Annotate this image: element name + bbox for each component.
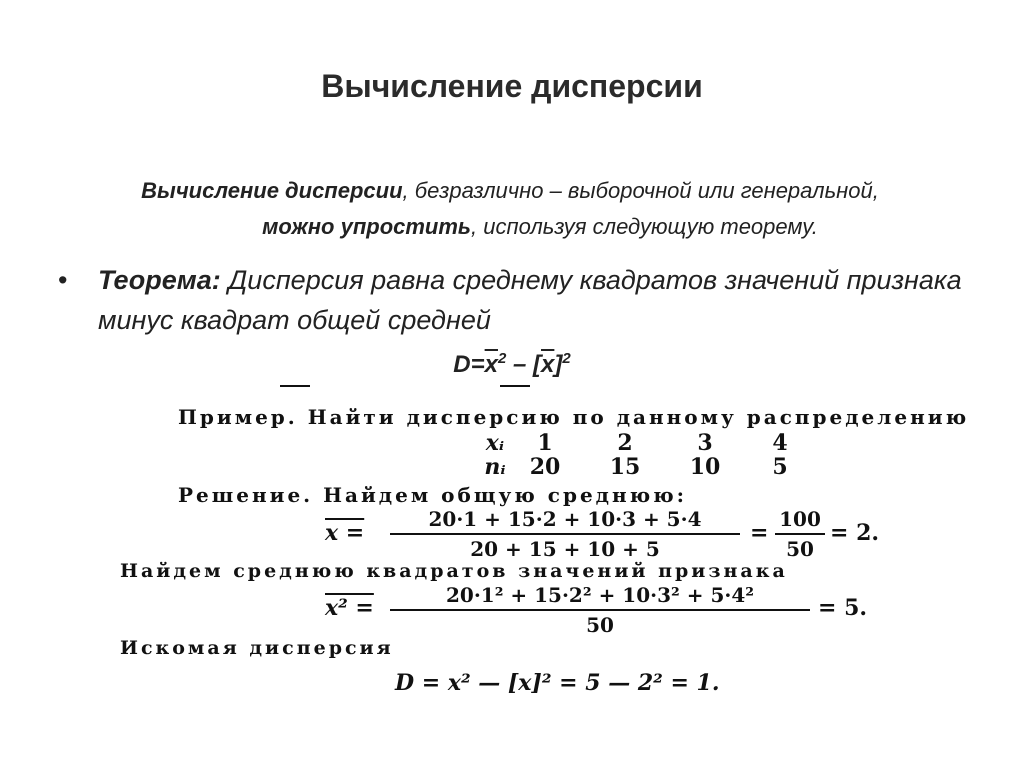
scan-dash-2 [500,385,530,387]
example-heading: Пример. Найти дисперсию по данному распределению [178,405,970,429]
intro-rest-1: , безразлично – выборочной или генеральной, [402,178,879,203]
x-value: 1 [537,430,553,456]
theorem-statement: Дисперсия равна среднему квадратов значений признака минус квадрат общей средней [98,265,962,335]
squares-heading: Найдем среднюю квадратов значений признака [120,560,788,582]
bullet-icon: • [58,265,68,295]
mean-numerator: 20·1 + 15·2 + 10·3 + 5·4 [428,507,702,531]
x-value: 2 [617,430,633,456]
mean-lhs [325,520,364,546]
mean-result: = 2. [830,520,880,546]
intro-bold-2: можно упростить [262,214,471,239]
squares-denominator: 50 [586,613,614,637]
n-value: 15 [609,454,641,480]
squares-fraction-bar [390,609,810,611]
formula-middle: – [ [506,351,542,378]
intro-line-1 [60,178,960,204]
variance-heading: Искомая дисперсия [120,637,394,659]
mean-fraction-2 [775,507,825,561]
squares-fraction [390,583,810,637]
distribution-table [100,430,960,480]
x-value: 4 [772,430,788,456]
formula-d: D= [453,351,485,378]
squares-result: = 5. [818,595,868,621]
n-value: 10 [689,454,721,480]
n-value: 5 [772,454,788,480]
squares-lhs [325,595,374,621]
x-label: xᵢ [485,430,505,456]
intro-bold-1: Вычисление дисперсии [141,178,403,203]
intro-line-2 [60,214,960,240]
formula-x-mean-sq: $\overline{x}$ [484,351,498,378]
theorem-bullet-item [58,260,988,340]
mean-equals: = [750,520,769,546]
x-value: 3 [697,430,713,456]
intro-rest-2: , используя следующую теорему. [471,214,818,239]
mean-fraction-bar [390,533,740,535]
scanned-example [100,385,970,705]
mean-lhs-text: x = [325,520,365,546]
solution-heading: Решение. Найдем общую среднюю: [178,483,688,507]
mean-numerator-2: 100 [779,507,821,531]
slide-title: Вычисление дисперсии [321,68,703,104]
n-value: 20 [529,454,561,480]
formula-x-mean: $\overline{x}$ [541,351,555,378]
formula-close: ] [554,351,563,378]
mean-fraction-bar-2 [775,533,825,535]
formula-sup-2: 2 [562,350,571,367]
theorem-text [98,260,988,340]
variance-formula: D = x² — [x]² = 5 — 2² = 1. [395,670,720,696]
intro-text [60,178,960,240]
squares-lhs-text: x² = [325,595,374,621]
n-label: nᵢ [484,454,506,480]
mean-denominator-2: 50 [786,537,814,561]
mean-denominator: 20 + 15 + 10 + 5 [470,537,660,561]
squares-numerator: 20·1² + 15·2² + 10·3² + 5·4² [445,583,755,607]
mean-fraction [390,507,740,561]
formula-sup-1: 2 [497,350,507,367]
scan-dash-1 [280,385,310,387]
main-formula [0,350,1024,379]
theorem-label: Теорема: [98,265,221,295]
